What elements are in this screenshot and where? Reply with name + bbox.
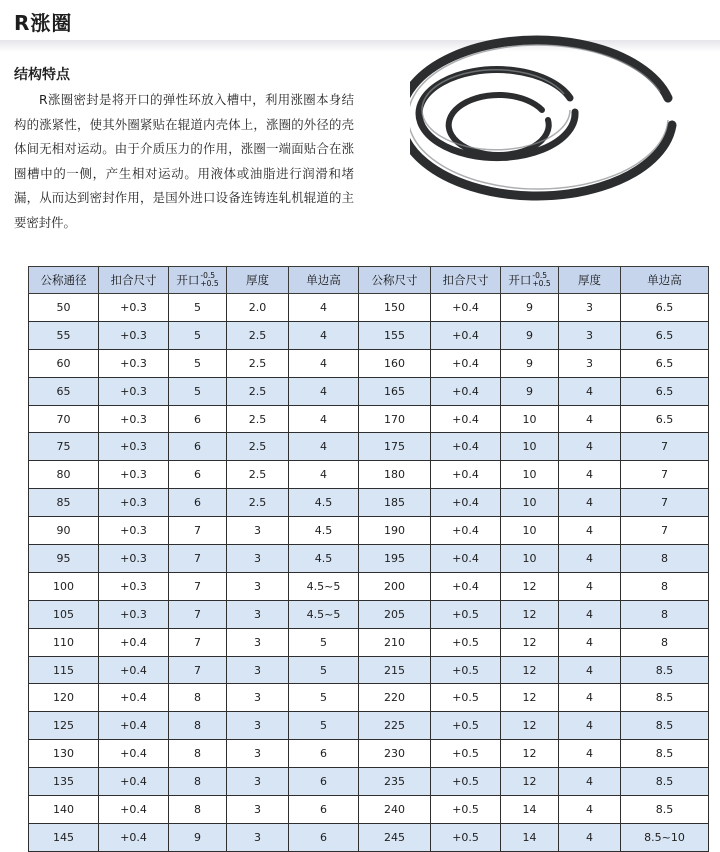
- table-cell: 185: [359, 489, 431, 517]
- table-row: [29, 823, 709, 851]
- table-cell: 8: [621, 572, 709, 600]
- table-cell: 9: [501, 321, 559, 349]
- table-cell: 14: [501, 796, 559, 824]
- table-cell: +0.3: [99, 545, 169, 573]
- table-cell: 6: [289, 796, 359, 824]
- table-cell: 70: [29, 405, 99, 433]
- table-cell: 3: [227, 572, 289, 600]
- table-cell: +0.4: [99, 768, 169, 796]
- table-cell: +0.4: [431, 489, 501, 517]
- table-cell: 7: [621, 489, 709, 517]
- table-cell: 6.5: [621, 405, 709, 433]
- table-cell: 12: [501, 712, 559, 740]
- table-cell: 6: [169, 405, 227, 433]
- table-cell: 95: [29, 545, 99, 573]
- table-cell: +0.4: [99, 628, 169, 656]
- table-cell: 4: [289, 461, 359, 489]
- table-cell: 8: [169, 768, 227, 796]
- table-cell: 140: [29, 796, 99, 824]
- table-row: [29, 433, 709, 461]
- table-cell: 155: [359, 321, 431, 349]
- table-row: [29, 684, 709, 712]
- table-cell: 3: [227, 600, 289, 628]
- table-cell: +0.5: [431, 600, 501, 628]
- table-cell: 7: [169, 628, 227, 656]
- table-cell: 3: [227, 768, 289, 796]
- table-cell: +0.3: [99, 321, 169, 349]
- table-cell: 7: [621, 517, 709, 545]
- table-cell: 55: [29, 321, 99, 349]
- table-cell: 5: [289, 656, 359, 684]
- table-cell: 9: [501, 377, 559, 405]
- table-cell: +0.4: [431, 517, 501, 545]
- table-cell: 8: [169, 712, 227, 740]
- table-cell: +0.4: [99, 740, 169, 768]
- table-cell: +0.3: [99, 461, 169, 489]
- table-cell: 4: [559, 545, 621, 573]
- col-header: 扣合尺寸: [431, 267, 501, 294]
- intro-text: [14, 88, 354, 236]
- table-cell: 8.5: [621, 768, 709, 796]
- table-cell: +0.4: [431, 405, 501, 433]
- table-cell: 7: [621, 433, 709, 461]
- table-cell: 3: [227, 740, 289, 768]
- table-cell: 3: [559, 294, 621, 322]
- table-cell: 4: [559, 377, 621, 405]
- table-row: [29, 545, 709, 573]
- table-cell: 6: [289, 740, 359, 768]
- table-cell: 4: [559, 572, 621, 600]
- table-cell: 170: [359, 405, 431, 433]
- table-cell: 12: [501, 572, 559, 600]
- table-cell: 4.5~5: [289, 572, 359, 600]
- spec-table: [28, 266, 709, 852]
- gap-tolerance: -0.5 +0.5: [200, 271, 219, 289]
- table-cell: 6: [169, 489, 227, 517]
- table-cell: +0.3: [99, 600, 169, 628]
- table-cell: 9: [169, 823, 227, 851]
- table-cell: 5: [169, 294, 227, 322]
- table-cell: 6.5: [621, 294, 709, 322]
- table-cell: 4.5: [289, 489, 359, 517]
- table-cell: 50: [29, 294, 99, 322]
- table-cell: 9: [501, 349, 559, 377]
- table-cell: 8.5: [621, 684, 709, 712]
- table-row: [29, 517, 709, 545]
- table-row: [29, 572, 709, 600]
- table-cell: 145: [29, 823, 99, 851]
- table-cell: +0.4: [431, 294, 501, 322]
- table-cell: +0.3: [99, 489, 169, 517]
- intro-paragraph: R涨圈密封是将开口的弹性环放入槽中，利用涨圈本身结构的涨紧性，使其外圈紧贴在辊道内壳体上，涨圈的外径的壳体间无相对运动。由于介质压力的作用，涨圈一端面贴合在涨圈槽中的一侧，产生相对运动。用液体或油脂进行润滑和堵漏，从而达到密封作用，是国外进口设备连铸连轧机辊道的主要密封件。: [14, 92, 354, 230]
- table-row: [29, 377, 709, 405]
- table-cell: 85: [29, 489, 99, 517]
- table-cell: 10: [501, 461, 559, 489]
- table-cell: 6.5: [621, 321, 709, 349]
- col-header: 单边高: [621, 267, 709, 294]
- table-cell: 4: [559, 656, 621, 684]
- table-cell: 4: [559, 600, 621, 628]
- table-cell: 80: [29, 461, 99, 489]
- table-cell: 7: [169, 656, 227, 684]
- table-cell: 4: [559, 823, 621, 851]
- gap-tolerance: -0.5 +0.5: [532, 271, 551, 289]
- table-cell: 180: [359, 461, 431, 489]
- page-title: R涨圈: [14, 11, 73, 35]
- table-row: [29, 740, 709, 768]
- table-cell: 130: [29, 740, 99, 768]
- table-cell: +0.4: [431, 433, 501, 461]
- table-cell: 2.5: [227, 321, 289, 349]
- table-cell: 8.5: [621, 740, 709, 768]
- table-cell: 90: [29, 517, 99, 545]
- table-cell: 65: [29, 377, 99, 405]
- seal-rings-illustration: [410, 30, 710, 230]
- table-cell: 12: [501, 628, 559, 656]
- table-cell: 5: [289, 712, 359, 740]
- table-cell: 2.5: [227, 433, 289, 461]
- table-cell: +0.5: [431, 712, 501, 740]
- table-cell: +0.5: [431, 684, 501, 712]
- table-cell: 4: [289, 349, 359, 377]
- table-cell: 5: [169, 377, 227, 405]
- table-cell: 6.5: [621, 377, 709, 405]
- table-cell: 4.5: [289, 517, 359, 545]
- table-row: [29, 489, 709, 517]
- table-cell: +0.5: [431, 628, 501, 656]
- table-cell: 4: [559, 712, 621, 740]
- table-cell: 2.5: [227, 405, 289, 433]
- table-row: [29, 600, 709, 628]
- table-cell: +0.3: [99, 405, 169, 433]
- table-cell: +0.4: [431, 545, 501, 573]
- table-cell: 2.0: [227, 294, 289, 322]
- table-row: [29, 294, 709, 322]
- table-cell: 9: [501, 294, 559, 322]
- table-cell: 4: [559, 461, 621, 489]
- table-row: [29, 712, 709, 740]
- table-cell: 6.5: [621, 349, 709, 377]
- table-cell: 8: [169, 796, 227, 824]
- table-cell: 210: [359, 628, 431, 656]
- table-cell: +0.4: [431, 349, 501, 377]
- table-cell: +0.4: [431, 461, 501, 489]
- table-cell: 4: [559, 768, 621, 796]
- table-cell: 7: [621, 461, 709, 489]
- table-body: [29, 294, 709, 852]
- col-header: [501, 267, 559, 294]
- table-cell: 4: [289, 405, 359, 433]
- col-header: 公称尺寸: [359, 267, 431, 294]
- table-cell: 5: [169, 349, 227, 377]
- table-row: [29, 461, 709, 489]
- table-cell: +0.5: [431, 740, 501, 768]
- table-cell: 10: [501, 545, 559, 573]
- table-cell: 2.5: [227, 489, 289, 517]
- table-cell: 3: [227, 656, 289, 684]
- table-cell: 60: [29, 349, 99, 377]
- table-cell: 3: [227, 684, 289, 712]
- table-cell: +0.3: [99, 433, 169, 461]
- table-cell: 6: [289, 823, 359, 851]
- table-cell: 190: [359, 517, 431, 545]
- table-cell: 3: [227, 712, 289, 740]
- table-cell: 5: [289, 628, 359, 656]
- table-cell: +0.5: [431, 656, 501, 684]
- col-header-label: 开口: [176, 272, 200, 287]
- table-cell: 205: [359, 600, 431, 628]
- table-cell: 12: [501, 684, 559, 712]
- table-cell: 14: [501, 823, 559, 851]
- table-cell: 195: [359, 545, 431, 573]
- table-cell: 4: [559, 489, 621, 517]
- table-cell: 100: [29, 572, 99, 600]
- table-cell: 120: [29, 684, 99, 712]
- table-cell: +0.4: [431, 377, 501, 405]
- table-cell: 215: [359, 656, 431, 684]
- table-cell: 200: [359, 572, 431, 600]
- table-cell: +0.4: [99, 712, 169, 740]
- table-cell: 2.5: [227, 461, 289, 489]
- table-cell: 4: [559, 433, 621, 461]
- table-cell: +0.3: [99, 349, 169, 377]
- table-cell: 7: [169, 517, 227, 545]
- table-cell: 3: [559, 321, 621, 349]
- table-cell: +0.3: [99, 517, 169, 545]
- table-row: [29, 405, 709, 433]
- table-cell: 4: [289, 321, 359, 349]
- table-cell: 6: [169, 461, 227, 489]
- table-cell: +0.4: [99, 823, 169, 851]
- table-cell: 4: [289, 294, 359, 322]
- table-cell: 8.5: [621, 656, 709, 684]
- table-cell: 8: [621, 545, 709, 573]
- table-row: [29, 796, 709, 824]
- table-cell: 4.5~5: [289, 600, 359, 628]
- table-row: [29, 628, 709, 656]
- table-cell: 8: [169, 740, 227, 768]
- table-cell: 220: [359, 684, 431, 712]
- table-cell: +0.3: [99, 377, 169, 405]
- table-cell: 135: [29, 768, 99, 796]
- table-cell: 4.5: [289, 545, 359, 573]
- table-cell: +0.5: [431, 823, 501, 851]
- table-cell: 4: [559, 684, 621, 712]
- table-cell: +0.4: [431, 321, 501, 349]
- table-cell: 225: [359, 712, 431, 740]
- table-cell: 3: [227, 628, 289, 656]
- col-header: 厚度: [559, 267, 621, 294]
- table-cell: 3: [227, 545, 289, 573]
- table-cell: 8: [621, 600, 709, 628]
- table-cell: 3: [559, 349, 621, 377]
- col-header: 厚度: [227, 267, 289, 294]
- table-cell: 240: [359, 796, 431, 824]
- table-cell: 160: [359, 349, 431, 377]
- table-cell: 7: [169, 572, 227, 600]
- table-cell: 4: [559, 740, 621, 768]
- table-row: [29, 768, 709, 796]
- table-cell: 125: [29, 712, 99, 740]
- table-cell: +0.4: [99, 796, 169, 824]
- table-cell: +0.3: [99, 572, 169, 600]
- table-cell: 115: [29, 656, 99, 684]
- table-cell: +0.4: [99, 684, 169, 712]
- table-cell: 10: [501, 489, 559, 517]
- table-cell: 2.5: [227, 377, 289, 405]
- table-cell: 2.5: [227, 349, 289, 377]
- table-cell: +0.5: [431, 768, 501, 796]
- col-header: 公称通径: [29, 267, 99, 294]
- table-cell: 3: [227, 823, 289, 851]
- table-cell: 12: [501, 600, 559, 628]
- table-cell: +0.3: [99, 294, 169, 322]
- col-header: 扣合尺寸: [99, 267, 169, 294]
- table-cell: 3: [227, 517, 289, 545]
- table-cell: 10: [501, 405, 559, 433]
- col-header-label: 开口: [508, 272, 532, 287]
- table-cell: 10: [501, 433, 559, 461]
- table-cell: 105: [29, 600, 99, 628]
- table-cell: +0.5: [431, 796, 501, 824]
- table-cell: 165: [359, 377, 431, 405]
- table-cell: 12: [501, 656, 559, 684]
- table-cell: +0.4: [431, 572, 501, 600]
- table-cell: 75: [29, 433, 99, 461]
- table-cell: 4: [559, 517, 621, 545]
- table-cell: 10: [501, 517, 559, 545]
- table-cell: 12: [501, 768, 559, 796]
- table-cell: 110: [29, 628, 99, 656]
- section-heading: 结构特点: [14, 67, 70, 83]
- table-cell: 150: [359, 294, 431, 322]
- table-cell: 7: [169, 545, 227, 573]
- table-cell: 4: [289, 433, 359, 461]
- table-cell: 8: [621, 628, 709, 656]
- col-header: 单边高: [289, 267, 359, 294]
- table-cell: 8.5: [621, 712, 709, 740]
- table-cell: 8.5: [621, 796, 709, 824]
- table-cell: 6: [169, 433, 227, 461]
- table-cell: 245: [359, 823, 431, 851]
- table-cell: 175: [359, 433, 431, 461]
- table-header-row: [29, 267, 709, 294]
- table-row: [29, 349, 709, 377]
- table-cell: 12: [501, 740, 559, 768]
- table-cell: 8.5~10: [621, 823, 709, 851]
- table-row: [29, 656, 709, 684]
- table-cell: 235: [359, 768, 431, 796]
- table-cell: 5: [289, 684, 359, 712]
- table-cell: 4: [559, 628, 621, 656]
- table-cell: 7: [169, 600, 227, 628]
- table-cell: 4: [559, 405, 621, 433]
- table-cell: 6: [289, 768, 359, 796]
- table-cell: 5: [169, 321, 227, 349]
- col-header: [169, 267, 227, 294]
- table-cell: +0.4: [99, 656, 169, 684]
- table-cell: 4: [289, 377, 359, 405]
- table-cell: 3: [227, 796, 289, 824]
- table-cell: 4: [559, 796, 621, 824]
- table-cell: 8: [169, 684, 227, 712]
- table-row: [29, 321, 709, 349]
- table-cell: 230: [359, 740, 431, 768]
